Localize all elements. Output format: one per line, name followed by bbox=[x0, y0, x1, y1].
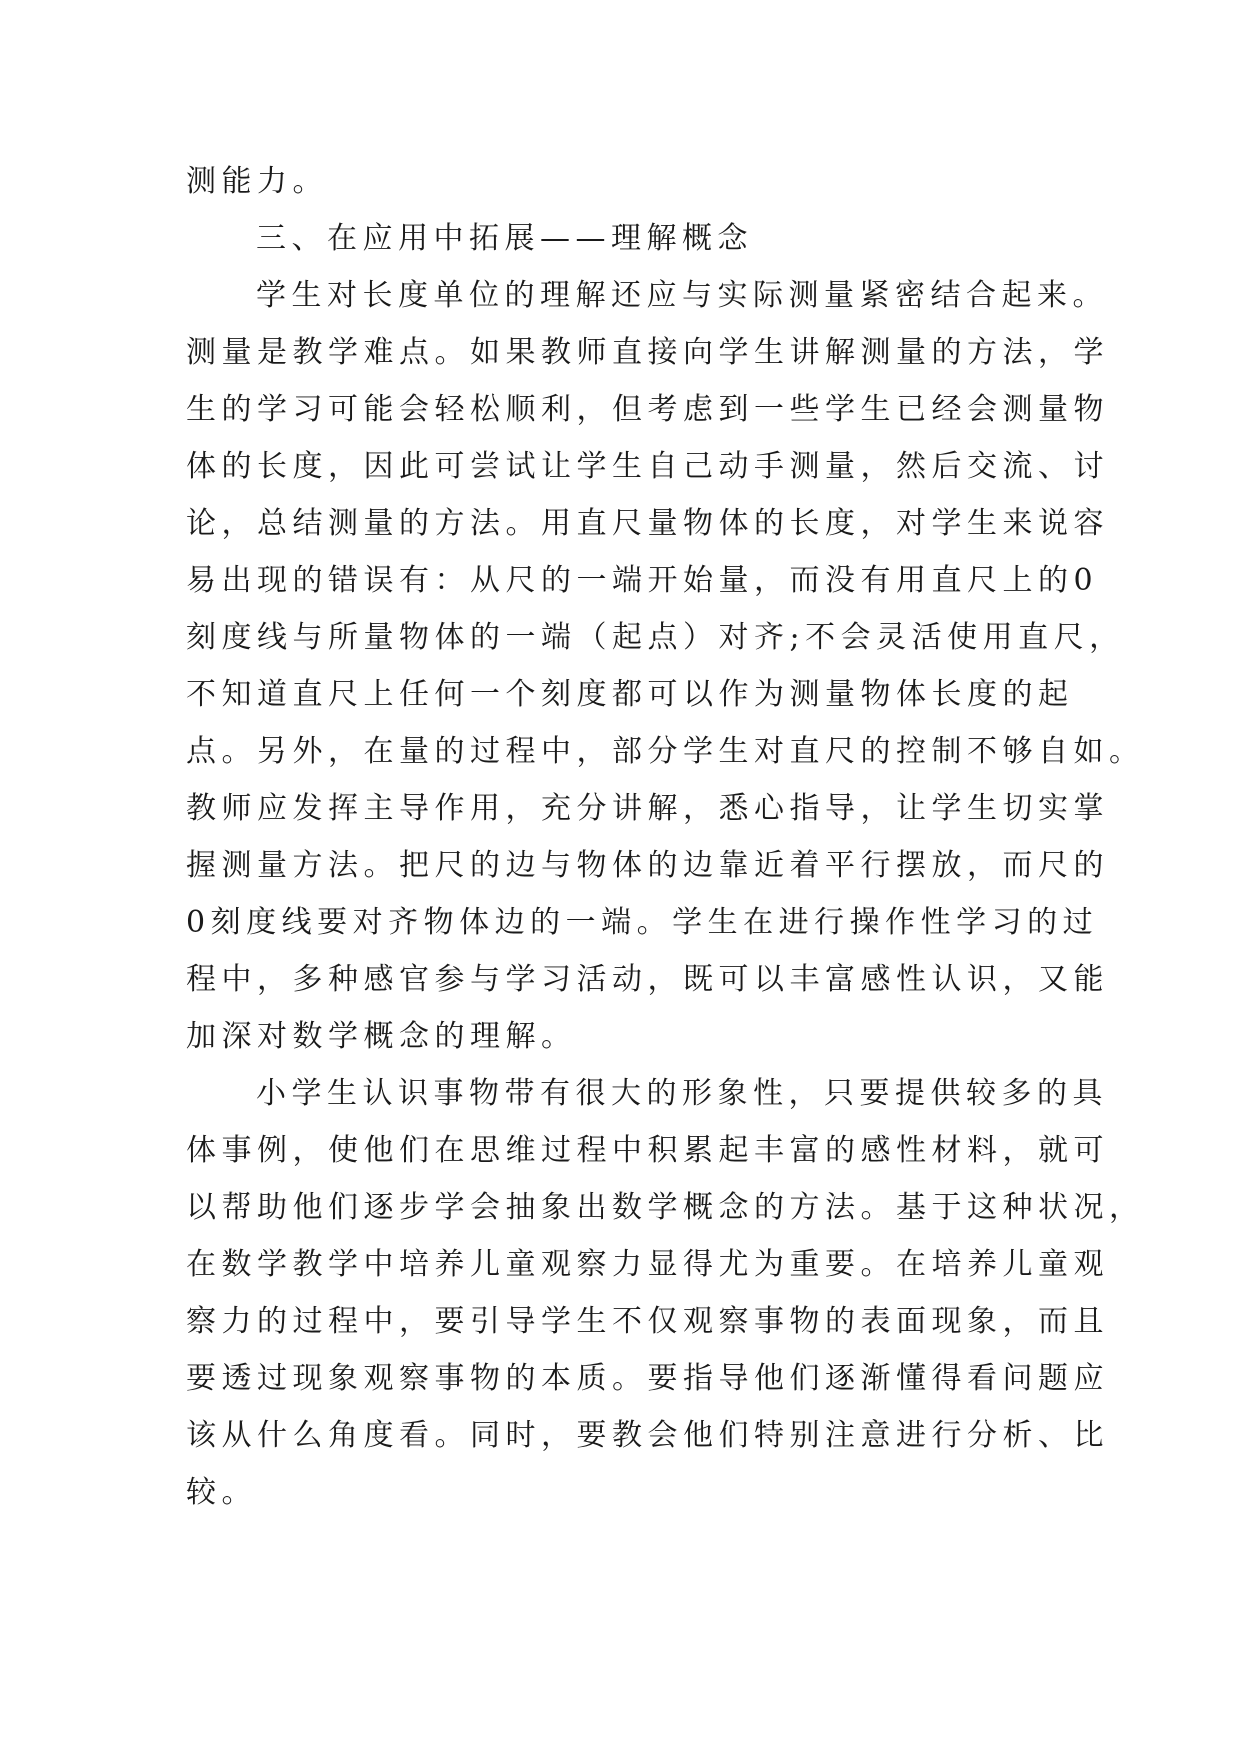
text-line: 测能力。 bbox=[186, 164, 328, 199]
text-line: 小学生认识事物带有很大的形象性，只要提供较多的具 bbox=[256, 1076, 1108, 1111]
text-line: 不知道直尺上任何一个刻度都可以作为测量物体长度的起 bbox=[186, 677, 1074, 712]
text-line: 刻度线与所量物体的一端（起点）对齐;不会灵活使用直尺， bbox=[186, 620, 1125, 655]
text-line: 体事例，使他们在思维过程中积累起丰富的感性材料，就可 bbox=[186, 1133, 1109, 1168]
text-line: 以帮助他们逐步学会抽象出数学概念的方法。基于这种状况， bbox=[186, 1190, 1145, 1225]
text-line: 教师应发挥主导作用，充分讲解，悉心指导，让学生切实掌 bbox=[186, 791, 1109, 826]
text-line: 体的长度，因此可尝试让学生自己动手测量，然后交流、讨 bbox=[186, 449, 1109, 484]
section-heading: 三、在应用中拓展——理解概念 bbox=[256, 221, 753, 256]
text-line: 该从什么角度看。同时，要教会他们特别注意进行分析、比 bbox=[186, 1418, 1109, 1453]
text-line: 论，总结测量的方法。用直尺量物体的长度，对学生来说容 bbox=[186, 506, 1109, 541]
text-line: 易出现的错误有：从尺的一端开始量，而没有用直尺上的0 bbox=[186, 563, 1099, 598]
text-line: 在数学教学中培养儿童观察力显得尤为重要。在培养儿童观 bbox=[186, 1247, 1109, 1282]
text-line: 学生对长度单位的理解还应与实际测量紧密结合起来。 bbox=[256, 278, 1108, 313]
text-line: 生的学习可能会轻松顺利，但考虑到一些学生已经会测量物 bbox=[186, 392, 1109, 427]
text-line: 察力的过程中，要引导学生不仅观察事物的表面现象，而且 bbox=[186, 1304, 1109, 1339]
text-line: 测量是教学难点。如果教师直接向学生讲解测量的方法，学 bbox=[186, 335, 1109, 370]
text-line: 点。另外，在量的过程中，部分学生对直尺的控制不够自如。 bbox=[186, 734, 1145, 769]
text-line: 加深对数学概念的理解。 bbox=[186, 1019, 577, 1054]
text-line: 要透过现象观察事物的本质。要指导他们逐渐懂得看问题应 bbox=[186, 1361, 1109, 1396]
text-line: 程中，多种感官参与学习活动，既可以丰富感性认识，又能 bbox=[186, 962, 1109, 997]
text-line: 握测量方法。把尺的边与物体的边靠近着平行摆放，而尺的 bbox=[186, 848, 1109, 883]
text-line: 较。 bbox=[186, 1475, 257, 1510]
text-line: 0刻度线要对齐物体边的一端。学生在进行操作性学习的过 bbox=[186, 905, 1099, 940]
